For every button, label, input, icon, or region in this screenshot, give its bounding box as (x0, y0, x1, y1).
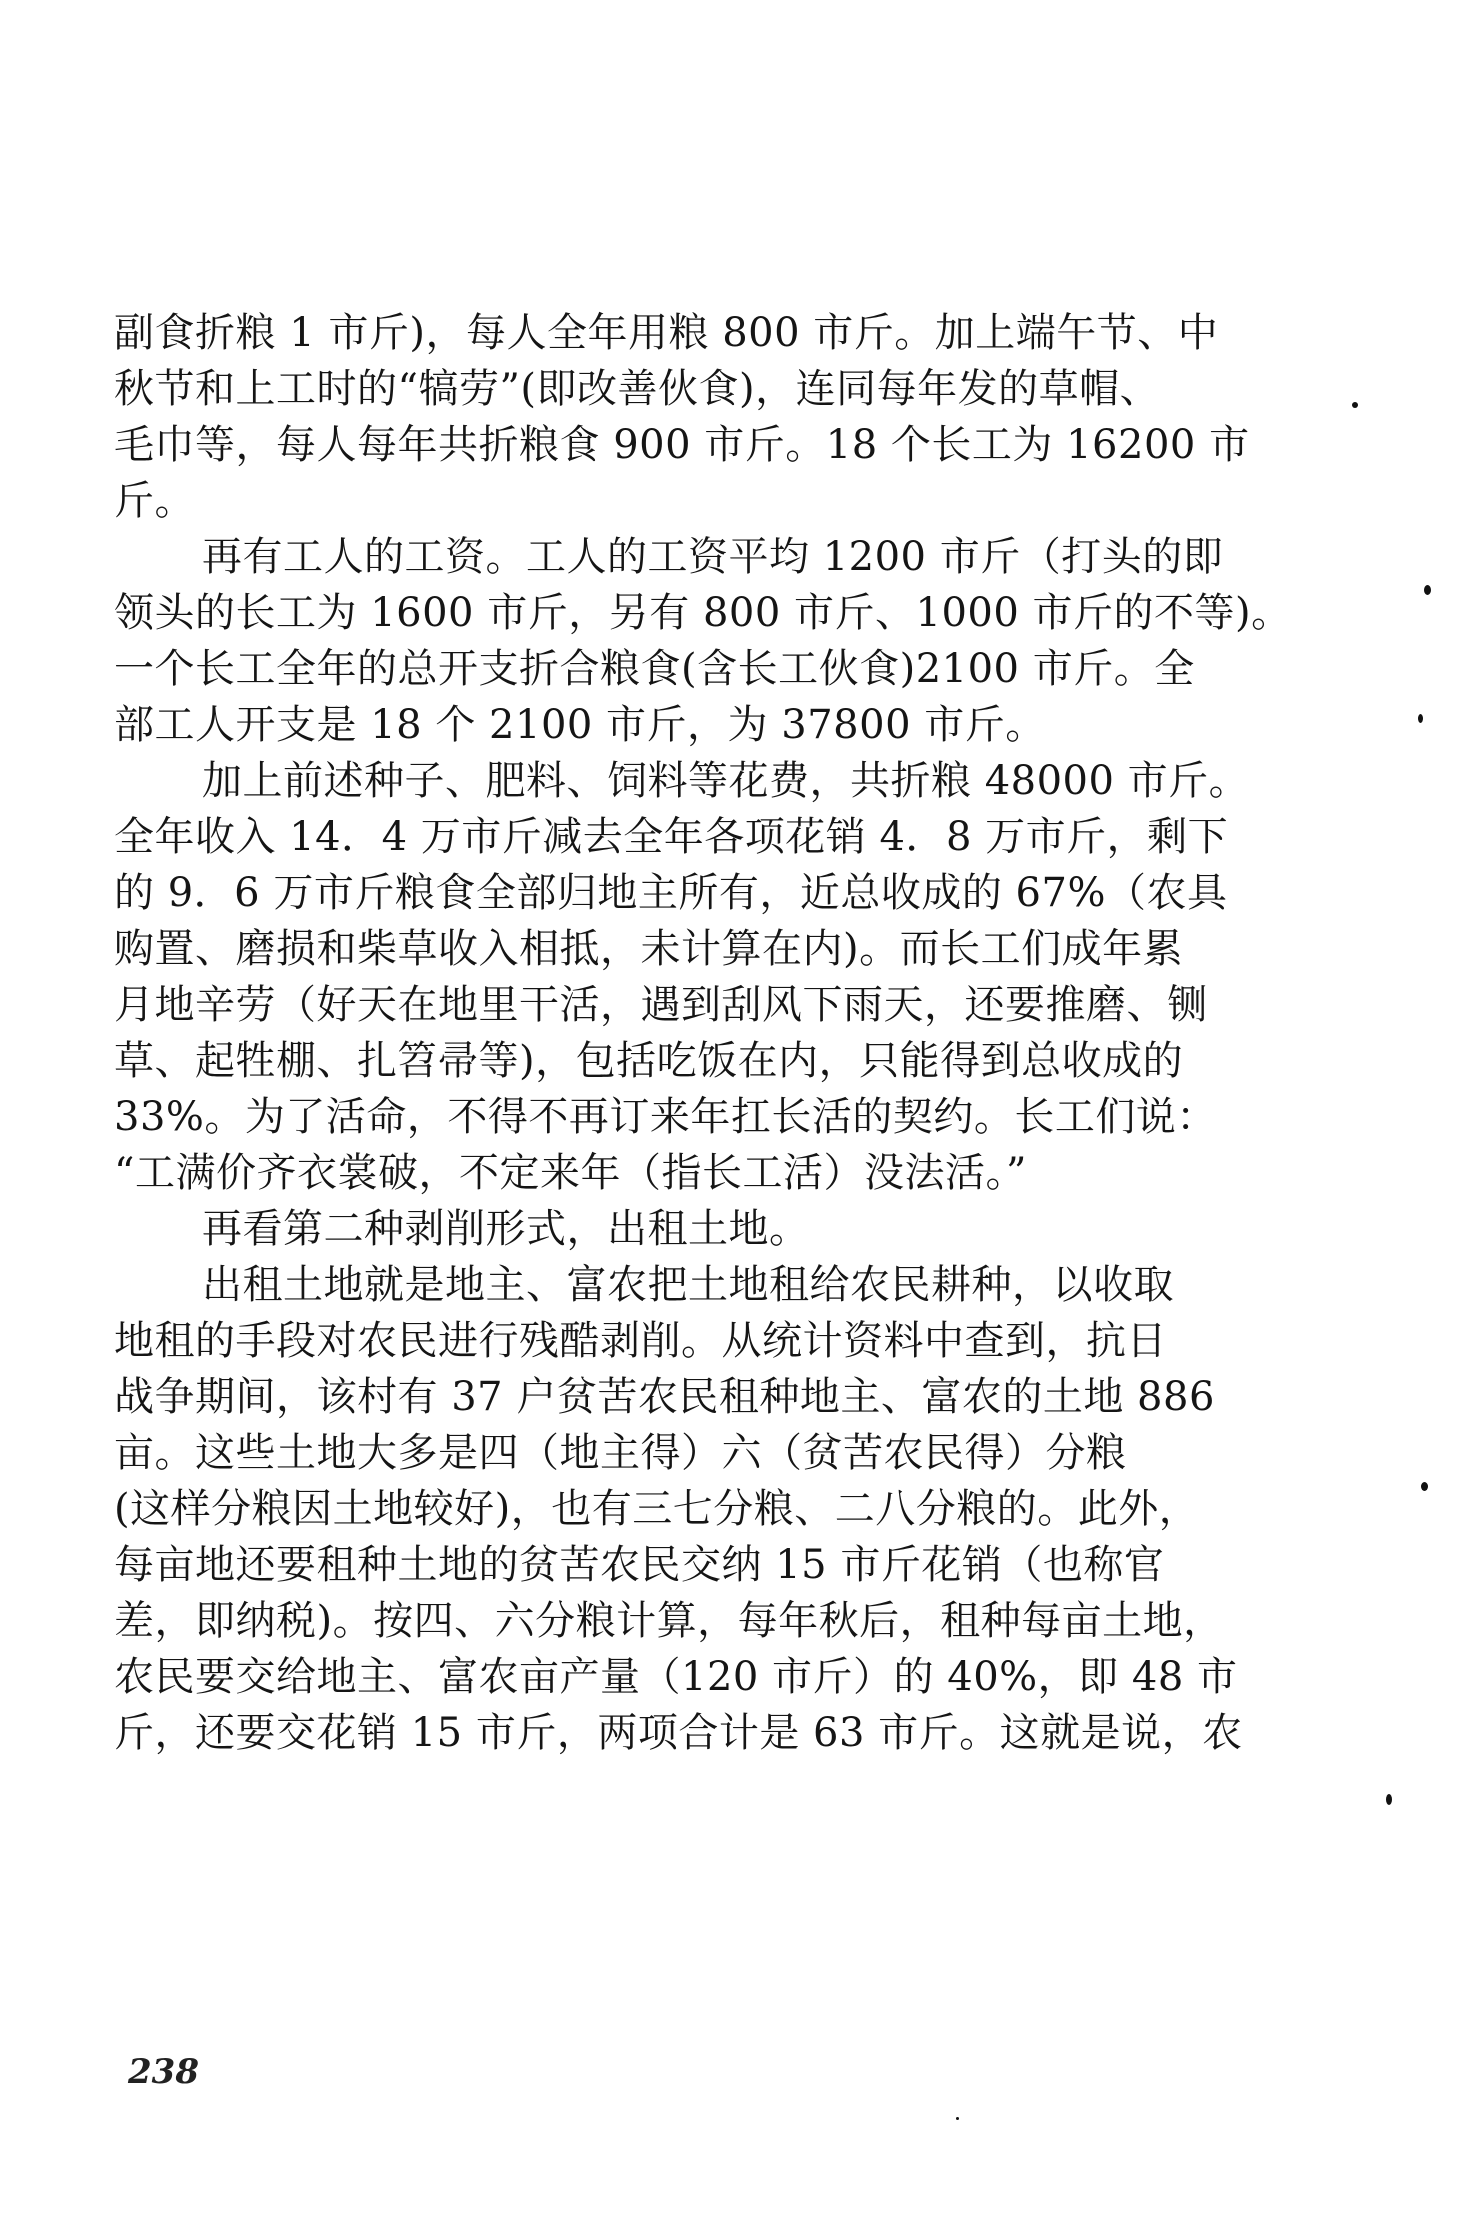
text-line: 副食折粮 1 市斤)，每人全年用粮 800 市斤。加上端午节、中 (114, 310, 1219, 356)
scan-speck (1421, 1482, 1428, 1491)
text-line: 农民要交给地主、富农亩产量（120 市斤）的 40%，即 48 市 (114, 1654, 1238, 1700)
page-number: 238 (128, 2052, 199, 2092)
text-line: 部工人开支是 18 个 2100 市斤，为 37800 市斤。 (114, 702, 1046, 748)
text-line: 亩。这些土地大多是四（地主得）六（贫苦农民得）分粮 (114, 1430, 1127, 1476)
text-line: 地租的手段对农民进行残酷剥削。从统计资料中查到，抗日 (114, 1318, 1167, 1364)
text-line: 毛巾等，每人每年共折粮食 900 市斤。18 个长工为 16200 市 (114, 422, 1250, 468)
text-line: 每亩地还要租种土地的贫苦农民交纳 15 市斤花销（也称官 (114, 1542, 1165, 1588)
paragraph-first-line: 加上前述种子、肥料、饲料等花费，共折粮 48000 市斤。 (202, 758, 1250, 804)
text-line: 月地辛劳（好天在地里干活，遇到刮风下雨天，还要推磨、铡 (114, 982, 1208, 1028)
text-line: 战争期间，该村有 37 户贫苦农民租种地主、富农的土地 886 (114, 1374, 1215, 1420)
text-line: 斤。 (114, 478, 195, 524)
paragraph-first-line: 再有工人的工资。工人的工资平均 1200 市斤（打头的即 (202, 534, 1224, 580)
text-line: 差，即纳税)。按四、六分粮计算，每年秋后，租种每亩土地， (114, 1598, 1224, 1644)
text-line: “工满价齐衣裳破，不定来年（指长工活）没法活。” (114, 1150, 1027, 1196)
scan-speck (1418, 714, 1423, 723)
text-line: 的 9．6 万市斤粮食全部归地主所有，近总收成的 67%（农具 (114, 870, 1228, 916)
text-line: 购置、磨损和柴草收入相抵，未计算在内)。而长工们成年累 (114, 926, 1184, 972)
scan-speck (956, 2117, 959, 2120)
text-line: 斤，还要交花销 15 市斤，两项合计是 63 市斤。这就是说，农 (114, 1710, 1243, 1756)
text-line: 秋节和上工时的“犒劳”(即改善伙食)，连同每年发的草帽、 (114, 366, 1161, 412)
text-line: 33%。为了活命，不得不再订来年扛长活的契约。长工们说： (114, 1094, 1217, 1140)
paragraph-first-line: 出租土地就是地主、富农把土地租给农民耕种，以收取 (202, 1262, 1174, 1308)
body-text (114, 305, 1292, 1761)
scan-speck (1352, 402, 1358, 408)
scan-speck (1386, 1794, 1392, 1805)
text-line: 一个长工全年的总开支折合粮食(含长工伙食)2100 市斤。全 (114, 646, 1195, 692)
text-line: 领头的长工为 1600 市斤，另有 800 市斤、1000 市斤的不等)。 (114, 590, 1292, 636)
text-line: 草、起牲棚、扎笤帚等)，包括吃饭在内，只能得到总收成的 (114, 1038, 1184, 1084)
text-line: 全年收入 14．4 万市斤减去全年各项花销 4．8 万市斤，剩下 (114, 814, 1229, 860)
paragraph-first-line: 再看第二种剥削形式，出租土地。 (202, 1206, 810, 1252)
text-line: (这样分粮因土地较好)，也有三七分粮、二八分粮的。此外， (114, 1486, 1200, 1532)
scan-speck (1424, 585, 1431, 595)
